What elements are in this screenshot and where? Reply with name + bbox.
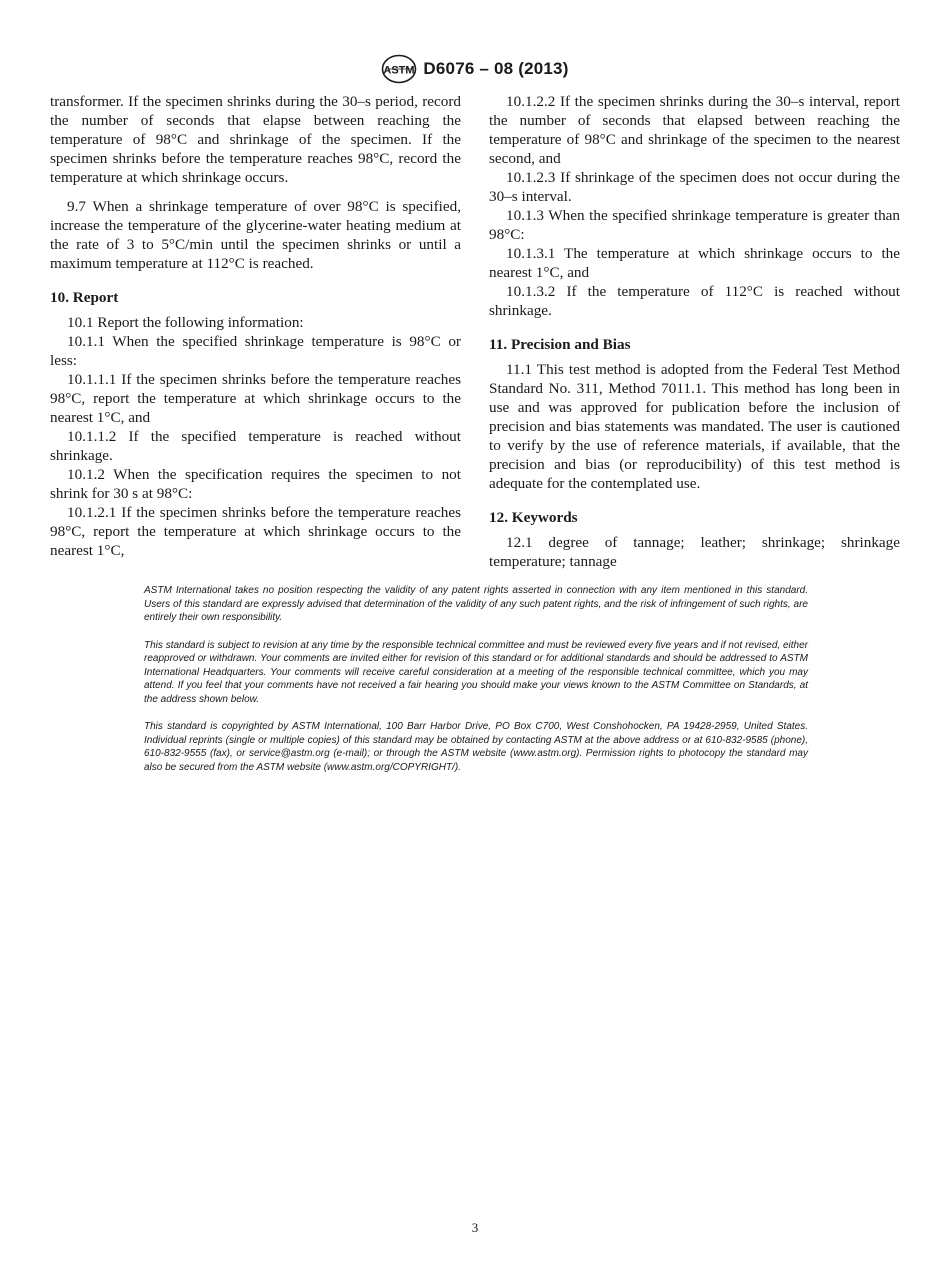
left-column xyxy=(50,92,461,560)
paragraph-10-1-3: 10.1.3 When the specified shrinkage temperature is greater than 98°C: xyxy=(489,207,900,243)
paragraph-10-1-1-2: 10.1.1.2 If the specified temperature is reached without shrinkage. xyxy=(50,428,461,464)
document-designation: D6076 – 08 (2013) xyxy=(423,59,569,78)
paragraph-10-1-2-1: 10.1.2.1 If the specimen shrinks before the temperature reaches 98°C, report the temperature at which shrinkage occurs to the nearest 1°C, xyxy=(50,504,461,559)
paragraph-10-1-2-2: 10.1.2.2 If the specimen shrinks during the 30–s interval, report the number of seconds that elapsed between reaching the temperature of 98°C and shrinkage of the specimen to the nearest second, and xyxy=(489,93,900,167)
right-column xyxy=(489,92,900,571)
section-heading-report: 10. Report xyxy=(50,289,119,306)
page-number: 3 xyxy=(471,1220,479,1235)
paragraph-10-1: 10.1 Report the following information: xyxy=(67,314,304,331)
revision-notice: This standard is subject to revision at any time by the responsible technical committee and must be reviewed every five years and if not revised, either reapproved or withdrawn. Your comments are invited either for revision of this standard or for additional standards and should be addressed to ASTM International Headquarters. Your comments will receive careful consideration at a meeting of the responsible technical committee, which you may attend. If you feel that your comments have not received a fair hearing you should make your views known to the ASTM Committee on Standards, at the address shown below. xyxy=(144,639,808,705)
paragraph-10-1-3-2: 10.1.3.2 If the temperature of 112°C is reached without shrinkage. xyxy=(489,283,900,319)
section-heading-precision-bias: 11. Precision and Bias xyxy=(489,336,631,353)
paragraph-9-6-continued: transformer. If the specimen shrinks during the 30–s period, record the number of seconds that elapse between reaching the temperature of 98°C and shrinkage of the specimen. If the specimen shrinks before the temperature reaches 98°C, record the temperature at which shrinkage occurs. xyxy=(50,93,461,186)
patent-notice: ASTM International takes no position respecting the validity of any patent rights asserted in connection with any item mentioned in this standard. Users of this standard are expressly advised that determination of the validity of any such patent rights, and the risk of infringement of such rights, are entirely their own responsibility. xyxy=(144,585,808,623)
astm-logo-icon xyxy=(381,54,417,84)
paragraph-10-1-2: 10.1.2 When the specification requires the specimen to not shrink for 30 s at 98°C: xyxy=(50,466,461,502)
paragraph-11-1: 11.1 This test method is adopted from the Federal Test Method Standard No. 311, Method 7011.1. This method has long been in use and was approved for publication before the inclusion of precision and bias statements was mandated. The user is cautioned to verify by the use of reference materials, if available, that the precision and bias (or reproducibility) of this test method is adequate for the contemplated use. xyxy=(489,361,900,492)
paragraph-12-1: 12.1 degree of tannage; leather; shrinkage; shrinkage temperature; tannage xyxy=(489,534,900,570)
section-heading-keywords: 12. Keywords xyxy=(489,509,578,526)
paragraph-10-1-1: 10.1.1 When the specified shrinkage temperature is 98°C or less: xyxy=(50,333,461,369)
legal-notices xyxy=(144,584,808,788)
copyright-notice: This standard is copyrighted by ASTM International, 100 Barr Harbor Drive, PO Box C700, West Conshohocken, PA 19428-2959, United States. Individual reprints (single or multiple copies) of this standard may be obtained by contacting ASTM at the above address or at 610-832-9585 (phone), 610-832-9555 (fax), or service@astm.org (e-mail); or through the ASTM website (www.astm.org). Permission rights to photocopy the standard may also be secured from the ASTM website (www.astm.org/COPYRIGHT/). xyxy=(144,721,808,773)
paragraph-10-1-3-1: 10.1.3.1 The temperature at which shrinkage occurs to the nearest 1°C, and xyxy=(489,245,900,281)
page-header xyxy=(0,52,950,86)
logo-text: ASTM xyxy=(383,64,415,77)
paragraph-10-1-2-3: 10.1.2.3 If shrinkage of the specimen does not occur during the 30–s interval. xyxy=(489,169,900,205)
paragraph-10-1-1-1: 10.1.1.1 If the specimen shrinks before the temperature reaches 98°C, report the temperature at which shrinkage occurs to the nearest 1°C, and xyxy=(50,371,461,426)
paragraph-9-7: 9.7 When a shrinkage temperature of over 98°C is specified, increase the temperature of the glycerine-water heating medium at the rate of 3 to 5°C/min until the specimen shrinks or until a maximum temperature at 112°C is reached. xyxy=(50,198,461,272)
